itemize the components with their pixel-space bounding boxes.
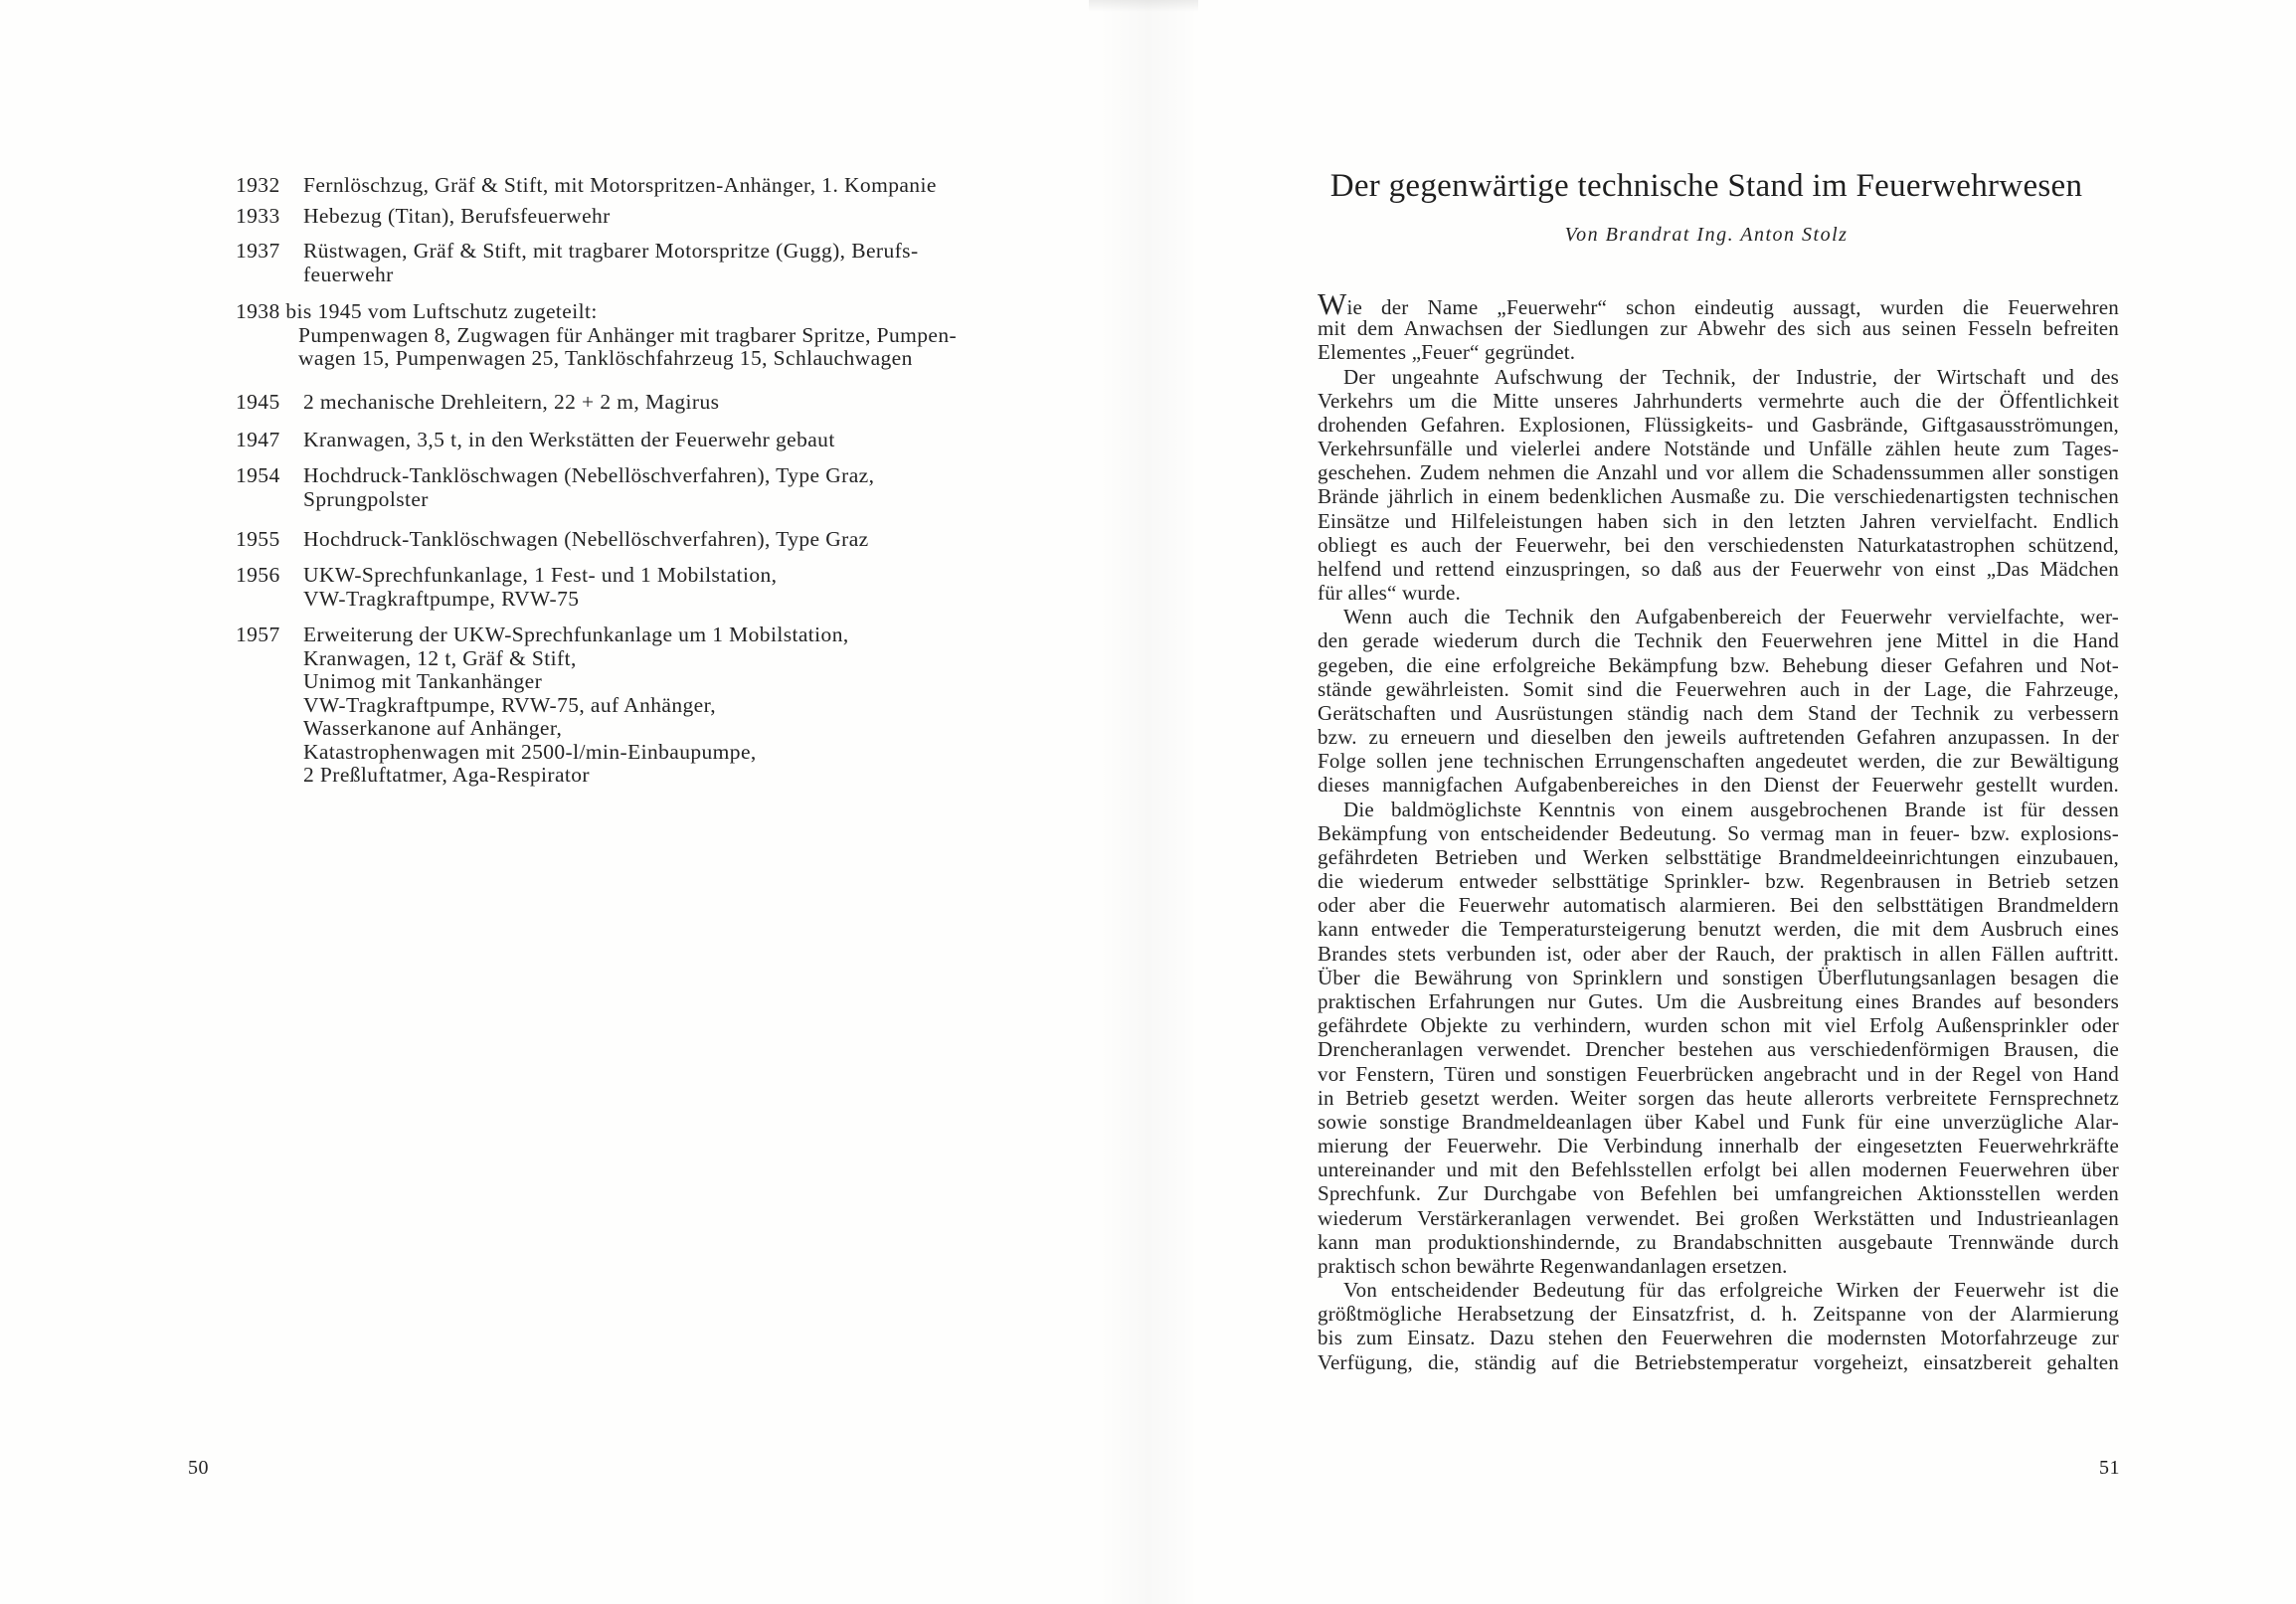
entry-year: 1938 [236, 299, 280, 323]
entry-line: VW-Tragkraftpumpe, RVW-75 [303, 586, 580, 611]
body-line: Verkehrsunfälle und vielerlei andere Notstände und Unfälle zählen heute zum Tages- [1318, 437, 2119, 461]
page-number: 50 [188, 1457, 209, 1479]
chronology-entry [236, 464, 874, 511]
entry-line: VW-Tragkraftpumpe, RVW-75, auf Anhänger, [303, 692, 717, 717]
chronology-entry [236, 429, 835, 452]
body-line: geschehen. Zudem nehmen die Anzahl und vor allem die Schadenssummen aller sonstigen [1318, 460, 2119, 485]
entry-heading: bis 1945 vom Luftschutz zugeteilt: [285, 299, 598, 323]
chronology-entry [236, 240, 919, 286]
entry-year: 1933 [236, 204, 280, 228]
body-line: mierung der Feuerwehr. Die Verbindung innerhalb der eingesetzten Feuerwehrkräfte [1318, 1134, 2119, 1158]
body-line: Wie der Name „Feuerwehr“ schon eindeutig aussagt, wurden die Feuerwehren [1318, 286, 2119, 321]
body-line: Wenn auch die Technik den Aufgabenbereich der Feuerwehr vervielfachte, wer- [1343, 605, 2119, 629]
entry-line: Unimog mit Tankanhänger [303, 669, 543, 693]
entry-text [303, 528, 869, 552]
entry-text [303, 174, 937, 198]
entry-line: Katastrophenwagen mit 2500-l/min-Einbaupumpe, [303, 739, 757, 764]
body-line: stände gewährleisten. Somit sind die Feuerwehren auch in der Lage, die Fahrzeuge, [1318, 676, 2119, 701]
body-line: Von entscheidender Bedeutung für das erfolgreiche Wirken der Feuerwehr ist die [1343, 1278, 2119, 1303]
body-line: Brände jährlich in einem bedenklichen Ausmaße zu. Die verschiedenartigsten technischen [1318, 484, 2119, 509]
body-line: untereinander und mit den Befehlsstellen erfolgt bei allen modernen Feuerwehren über [1318, 1158, 2119, 1182]
entry-line: Wasserkanone auf Anhänger, [303, 716, 563, 740]
entry-year: 1947 [236, 428, 280, 451]
article-title: Der gegenwärtige technische Stand im Feuerwehrwesen [1329, 168, 2083, 204]
entry-text [298, 324, 957, 371]
entry-text [303, 391, 719, 415]
body-line: gefährdeten Betrieben und Werken selbsttätige Brandmeldeeinrichtungen einzubauen, [1318, 844, 2119, 869]
body-line: Drencheranlagen verwendet. Drencher bestehen aus verschiedenförmigen Brausen, die [1318, 1037, 2119, 1062]
entry-line: Hochdruck-Tanklöschwagen (Nebellöschverfahren), Type Graz, [303, 463, 875, 487]
body-line: gefährdete Objekte zu verhindern, wurden schon mit viel Erfolg Außensprinkler oder [1318, 1013, 2119, 1038]
body-line: Der ungeahnte Aufschwung der Technik, der Industrie, der Wirtschaft und des [1343, 364, 2119, 389]
body-line: Über die Bewährung von Sprinklern und sonstigen Überflutungsanlagen besagen die [1318, 965, 2119, 989]
entry-line: Erweiterung der UKW-Sprechfunkanlage um 1 Mobilstation, [303, 623, 849, 646]
body-line: bis zum Einsatz. Dazu stehen den Feuerwehren die modernsten Motorfahrzeuge zur [1318, 1326, 2119, 1350]
paragraph [1318, 1278, 2119, 1374]
body-line: Elementes „Feuer“ gegründet. [1318, 340, 1576, 365]
body-line: kann man produktionshindernde, zu Brandabschnitten ausgebaute Trennwände durch [1318, 1229, 2119, 1254]
body-line: Gerätschaften und Ausrüstungen ständig nach dem Stand der Technik zu verbessern [1318, 700, 2119, 725]
article-byline: Von Brandrat Ing. Anton Stolz [1564, 224, 1849, 246]
entry-text [303, 205, 611, 229]
entry-text [303, 464, 874, 511]
body-line: praktisch schon bewährte Regenwandanlagen ersetzen. [1318, 1253, 1788, 1278]
entry-line: 2 mechanische Drehleitern, 22 + 2 m, Magirus [303, 390, 720, 414]
body-line: Verfügung, die, ständig auf die Betriebstemperatur vorgeheizt, einsatzbereit gehalten [1318, 1349, 2119, 1374]
entry-line: Hebezug (Titan), Berufsfeuerwehr [303, 204, 611, 228]
chronology-entry [236, 174, 937, 198]
entry-text [303, 624, 849, 788]
paragraph [1318, 365, 2119, 606]
chronology-entry [236, 528, 869, 552]
entry-year: 1937 [236, 239, 280, 263]
chronology-entry [236, 391, 719, 415]
body-line: oder aber die Feuerwehr automatisch alarmieren. Bei den selbsttätigen Brandmeldern [1318, 893, 2119, 918]
entry-text [303, 429, 835, 452]
body-line: bzw. zu erneuern und dieselben den jeweils auftretenden Gefahren anzupassen. In der [1318, 725, 2119, 750]
body-line: dieses mannigfachen Aufgabenbereiches in den Dienst der Feuerwehr gestellt wurden. [1318, 773, 2119, 798]
entry-year: 1956 [236, 563, 280, 587]
entry-line: Sprungpolster [303, 486, 429, 511]
entry-line: feuerwehr [303, 262, 394, 286]
body-line: den gerade wiederum durch die Technik den Feuerwehren jene Mittel in die Hand [1318, 628, 2119, 653]
body-line: praktischen Erfahrungen nur Gutes. Um die Ausbreitung eines Brandes auf besonders [1318, 988, 2119, 1013]
entry-text [303, 240, 919, 286]
entry-year: 1955 [236, 527, 280, 551]
chronology-entry [236, 300, 957, 371]
entry-line: Rüstwagen, Gräf & Stift, mit tragbarer Motorspritze (Gugg), Berufs- [303, 239, 919, 263]
entry-year: 1945 [236, 390, 280, 414]
body-line: kann entweder die Temperatursteigerung benutzt werden, die mit dem Ausbruch eines [1318, 917, 2119, 942]
body-line: vor Fenstern, Türen und sonstigen Feuerbrücken angebracht und in der Regel von Hand [1318, 1061, 2119, 1086]
body-line: helfend und rettend einzuspringen, so daß aus der Feuerwehr von einst „Das Mädchen [1318, 556, 2119, 581]
page-right [1148, 0, 2296, 1604]
entry-year: 1932 [236, 173, 280, 197]
paragraph [1318, 605, 2119, 797]
body-line: in Betrieb gesetzt werden. Weiter sorgen das heute allerorts verbreitete Fernsprechnetz [1318, 1085, 2119, 1110]
body-line: wiederum Verstärkeranlagen verwendet. Bei großen Werkstätten und Industrieanlagen [1318, 1205, 2119, 1230]
entry-year: 1957 [236, 623, 280, 646]
body-line: größtmögliche Herabsetzung der Einsatzfrist, d. h. Zeitspanne von der Alarmierung [1318, 1302, 2119, 1327]
article-body [1318, 286, 2119, 1374]
chronology-entry [236, 564, 777, 611]
body-line: Einsätze und Hilfeleistungen haben sich in den letzten Jahren vervielfacht. Endlich [1318, 508, 2119, 533]
body-line: Brandes stets verbunden ist, oder aber der Rauch, der praktisch in allen Fällen auftritt. [1318, 941, 2119, 966]
body-line: Bekämpfung von entscheidender Bedeutung. So vermag man in feuer- bzw. explosions- [1318, 820, 2119, 845]
entry-line: Pumpenwagen 8, Zugwagen für Anhänger mit tragbarer Spritze, Pumpen- [298, 322, 958, 347]
body-line: Die baldmöglichste Kenntnis von einem ausgebrochenen Brande ist für dessen [1343, 797, 2119, 821]
body-line: sowie sonstige Brandmeldeanlagen über Kabel und Funk für eine unverzügliche Alar- [1318, 1109, 2119, 1134]
paragraph [1318, 286, 2119, 365]
body-line: drohenden Gefahren. Explosionen, Flüssigkeits- und Gasbrände, Giftgasausströmungen, [1318, 412, 2119, 437]
entry-heading-line [236, 300, 957, 324]
body-line: die wiederum entweder selbsttätige Sprinkler- bzw. Regenbrausen in Betrieb setzen [1318, 869, 2119, 894]
body-line: Folge sollen jene technischen Errungenschaften angedeutet werden, die zur Bewältigung [1318, 749, 2119, 774]
entry-line: Hochdruck-Tanklöschwagen (Nebellöschverfahren), Type Graz [303, 527, 869, 551]
entry-line: Kranwagen, 12 t, Gräf & Stift, [303, 645, 577, 670]
body-line: obliegt es auch der Feuerwehr, bei den verschiedensten Naturkatastrophen schützend, [1318, 532, 2119, 557]
body-line: Verkehrs um die Mitte unseres Jahrhunderts vermehrte auch die der Öffentlichkeit [1318, 388, 2119, 413]
entry-line: UKW-Sprechfunkanlage, 1 Fest- und 1 Mobilstation, [303, 563, 778, 587]
entry-text [303, 564, 777, 611]
paragraph [1318, 798, 2119, 1278]
entry-year: 1954 [236, 463, 280, 487]
chronology-entry [236, 624, 849, 788]
entry-line: Kranwagen, 3,5 t, in den Werkstätten der Feuerwehr gebaut [303, 428, 835, 451]
body-line: mit dem Anwachsen der Siedlungen zur Abwehr des sich aus seinen Fesseln befreiten [1318, 316, 2119, 341]
page-number: 51 [2099, 1457, 2120, 1479]
body-line: für alles“ wurde. [1318, 581, 1461, 606]
entry-line: wagen 15, Pumpenwagen 25, Tanklöschfahrzeug 15, Schlauchwagen [298, 346, 913, 370]
entry-line: 2 Preßluftatmer, Aga-Respirator [303, 763, 590, 787]
body-line: gegeben, die eine erfolgreiche Bekämpfung bzw. Behebung dieser Gefahren und Not- [1318, 652, 2119, 677]
body-line: Sprechfunk. Zur Durchgabe von Befehlen bei umfangreichen Aktionsstellen werden [1318, 1181, 2119, 1206]
entry-line: Fernlöschzug, Gräf & Stift, mit Motorspritzen-Anhänger, 1. Kompanie [303, 173, 937, 197]
chronology-entry [236, 205, 611, 229]
